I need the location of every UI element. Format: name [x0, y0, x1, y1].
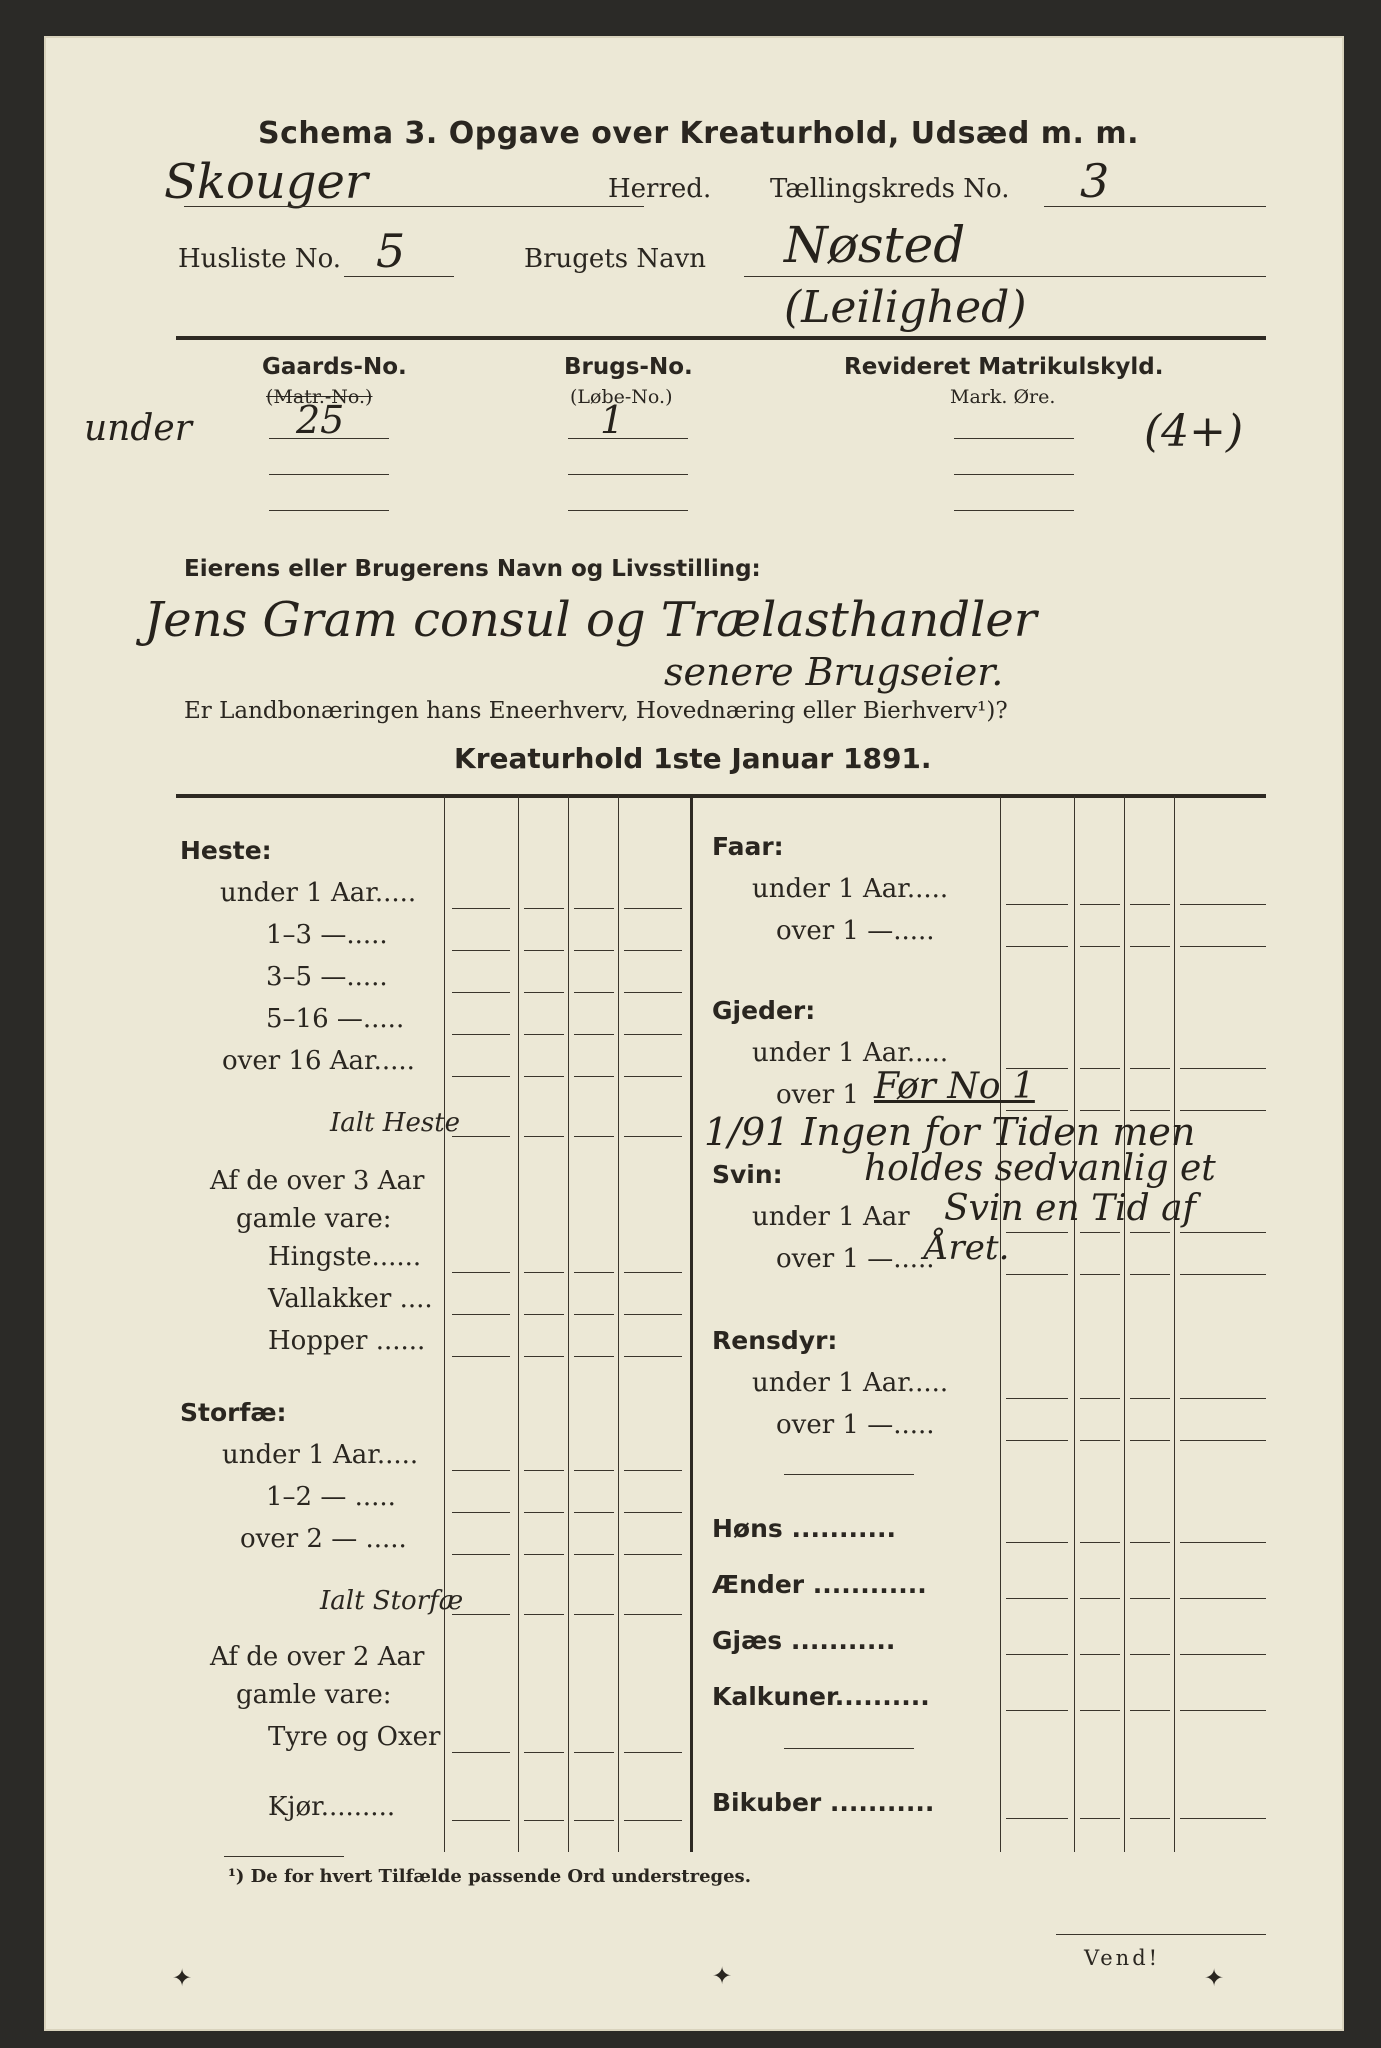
entry-line	[452, 992, 510, 993]
under-handwritten: under	[84, 408, 192, 449]
entry-line	[624, 1554, 682, 1555]
footnote: ¹) De for hvert Tilfælde passende Ord understreges.	[228, 1866, 751, 1887]
rensdyr-heading: Rensdyr:	[712, 1326, 838, 1355]
vallakker: Vallakker ....	[268, 1284, 433, 1314]
entry-line	[574, 1314, 614, 1315]
entry-line	[452, 908, 510, 909]
entry-line	[624, 908, 682, 909]
entry-line	[1130, 1654, 1170, 1655]
entry-line	[574, 1554, 614, 1555]
census-form-page	[44, 36, 1344, 2031]
heste-row-2: 1–3 —.....	[266, 920, 388, 950]
storfae-row-1: under 1 Aar.....	[222, 1440, 419, 1470]
entry-line	[574, 1356, 614, 1357]
entry-line	[624, 1614, 682, 1615]
entry-line	[624, 1076, 682, 1077]
heste-row-4: 5–16 —.....	[266, 1004, 405, 1034]
svin-note-4: Året.	[924, 1228, 1010, 1268]
husliste-handwritten: 5	[376, 224, 406, 278]
entry-line	[452, 1034, 510, 1035]
entry-line	[624, 992, 682, 993]
entry-line	[624, 1470, 682, 1471]
hingste: Hingste......	[268, 1242, 422, 1272]
af-over-3-aar: Af de over 3 Aar	[210, 1166, 425, 1196]
entry-line	[452, 1272, 510, 1273]
entry-line	[1180, 1440, 1266, 1441]
brug-handwritten-2: (Leilighed)	[784, 282, 1027, 333]
entry-line	[624, 1034, 682, 1035]
entry-line	[452, 1470, 510, 1471]
svin-row-1: under 1 Aar	[752, 1202, 910, 1232]
entry-line	[1006, 1274, 1068, 1275]
entry-line	[1080, 1440, 1120, 1441]
entry-line	[1130, 1710, 1170, 1711]
form-title: Schema 3. Opgave over Kreaturhold, Udsæd m. m.	[258, 116, 1140, 151]
entry-line	[452, 1554, 510, 1555]
entry-line	[524, 950, 564, 951]
entry-line	[1080, 1598, 1120, 1599]
entry-line	[524, 1034, 564, 1035]
owner-label: Eierens eller Brugerens Navn og Livsstilling:	[184, 556, 761, 582]
kjor: Kjør.........	[268, 1792, 396, 1822]
matrikulskyld-label: Revideret Matrikulskyld.	[844, 354, 1164, 380]
entry-line	[1180, 1110, 1266, 1111]
entry-line	[1006, 1068, 1068, 1069]
erhverv-question: Er Landbonæringen hans Eneerhverv, Hovednæring eller Bierhverv¹)?	[184, 698, 1008, 724]
rensdyr-row-1: under 1 Aar.....	[752, 1368, 949, 1398]
entry-line	[574, 950, 614, 951]
entry-line	[574, 1136, 614, 1137]
entry-line	[524, 992, 564, 993]
entry-line	[1006, 1542, 1068, 1543]
heste-heading: Heste:	[180, 836, 272, 865]
entry-line	[524, 1136, 564, 1137]
entry-line	[574, 1752, 614, 1753]
gaards-no-label: Gaards-No.	[262, 354, 407, 380]
entry-line	[1180, 1542, 1266, 1543]
aender-row: Ænder ............	[712, 1570, 927, 1599]
entry-line	[1130, 1598, 1170, 1599]
entry-line	[452, 1752, 510, 1753]
entry-line	[524, 1752, 564, 1753]
entry-line	[1080, 946, 1120, 947]
entry-line	[1006, 1110, 1068, 1111]
svin-note-2: holdes sedvanlig et	[864, 1148, 1216, 1189]
entry-line	[524, 1470, 564, 1471]
entry-line	[1080, 1068, 1120, 1069]
hopper: Hopper ......	[268, 1326, 426, 1356]
hons-row: Høns ...........	[712, 1514, 896, 1543]
ialt-heste: Ialt Heste	[330, 1108, 461, 1138]
entry-line	[624, 1512, 682, 1513]
faar-row-2: over 1 —.....	[776, 916, 935, 946]
entry-line	[1006, 904, 1068, 905]
kreds-handwritten: 3	[1080, 154, 1110, 208]
faar-row-1: under 1 Aar.....	[752, 874, 949, 904]
entry-line	[574, 1076, 614, 1077]
svin-note-3: Svin en Tid af	[944, 1188, 1196, 1229]
entry-line	[452, 1314, 510, 1315]
entry-line	[1180, 1068, 1266, 1069]
entry-line	[452, 950, 510, 951]
herred-label: Herred.	[608, 174, 712, 204]
entry-line	[1006, 1654, 1068, 1655]
faar-heading: Faar:	[712, 832, 784, 861]
entry-line	[1006, 1232, 1068, 1233]
owner-handwritten-1: Jens Gram consul og Trælasthandler	[144, 592, 1037, 648]
entry-line	[452, 1356, 510, 1357]
gamle-vare-1: gamle vare:	[236, 1204, 392, 1234]
lobe-no-label: (Løbe-No.)	[570, 386, 673, 408]
husliste-label: Husliste No.	[178, 244, 342, 274]
entry-line	[1080, 1710, 1120, 1711]
heste-row-3: 3–5 —.....	[266, 962, 388, 992]
gjeder-row-2: over 1	[776, 1080, 859, 1110]
entry-line	[624, 1820, 682, 1821]
entry-line	[624, 1356, 682, 1357]
entry-line	[524, 1512, 564, 1513]
kalkuner-row: Kalkuner..........	[712, 1682, 930, 1711]
entry-line	[1180, 946, 1266, 947]
entry-line	[1080, 1398, 1120, 1399]
entry-line	[452, 1614, 510, 1615]
herred-handwritten: Skouger	[164, 154, 368, 210]
matr-no-label: (Matr.-No.)	[266, 386, 373, 408]
entry-line	[1130, 904, 1170, 905]
entry-line	[1180, 1598, 1266, 1599]
entry-line	[1180, 1710, 1266, 1711]
svin-note-1: 1/91 Ingen for Tiden men	[704, 1110, 1196, 1154]
entry-line	[1006, 946, 1068, 947]
entry-line	[1130, 1818, 1170, 1819]
entry-line	[624, 950, 682, 951]
entry-line	[1180, 1398, 1266, 1399]
ialt-storfae: Ialt Storfæ	[320, 1586, 464, 1616]
entry-line	[1080, 1274, 1120, 1275]
entry-line	[452, 1820, 510, 1821]
gjaes-row: Gjæs ...........	[712, 1626, 896, 1655]
entry-line	[1130, 1440, 1170, 1441]
svin-row-2: over 1 —.....	[776, 1244, 935, 1274]
entry-line	[1006, 1440, 1068, 1441]
entry-line	[524, 908, 564, 909]
entry-line	[524, 1356, 564, 1357]
entry-line	[524, 1554, 564, 1555]
entry-line	[524, 1272, 564, 1273]
entry-line	[574, 1512, 614, 1513]
entry-line	[1180, 904, 1266, 905]
entry-line	[574, 1614, 614, 1615]
svin-heading: Svin:	[712, 1160, 783, 1189]
brug-handwritten: Nøsted	[784, 216, 966, 274]
gjeder-row-1: under 1 Aar.....	[752, 1038, 949, 1068]
gamle-vare-2: gamle vare:	[236, 1680, 392, 1710]
entry-line	[452, 1136, 510, 1137]
entry-line	[574, 1272, 614, 1273]
entry-line	[574, 1470, 614, 1471]
entry-line	[1006, 1598, 1068, 1599]
owner-handwritten-2: senere Brugseier.	[664, 650, 1004, 694]
skyld-handwritten: (4+)	[1144, 406, 1244, 457]
entry-line	[574, 1034, 614, 1035]
heste-row-1: under 1 Aar.....	[220, 878, 417, 908]
entry-line	[1080, 1542, 1120, 1543]
tyre-og-oxer: Tyre og Oxer	[268, 1722, 441, 1752]
entry-line	[1080, 1654, 1120, 1655]
entry-line	[624, 1272, 682, 1273]
entry-line	[1130, 1542, 1170, 1543]
storfae-heading: Storfæ:	[180, 1398, 287, 1427]
bikuber-row: Bikuber ...........	[712, 1788, 935, 1817]
entry-line	[1130, 1110, 1170, 1111]
kreds-label: Tællingskreds No.	[770, 174, 1010, 204]
entry-line	[1180, 1274, 1266, 1275]
vend-label: Vend!	[1084, 1946, 1161, 1970]
mark-ore-label: Mark. Øre.	[950, 386, 1056, 408]
gjeder-handwritten: Før No 1	[874, 1066, 1035, 1107]
entry-line	[1080, 1818, 1120, 1819]
brugs-no-label: Brugs-No.	[564, 354, 693, 380]
entry-line	[1006, 1398, 1068, 1399]
entry-line	[1080, 904, 1120, 905]
entry-line	[1180, 1818, 1266, 1819]
entry-line	[1180, 1654, 1266, 1655]
entry-line	[1080, 1110, 1120, 1111]
star-mark-center: ✦	[712, 1962, 733, 1990]
table-title: Kreaturhold 1ste Januar 1891.	[454, 742, 932, 775]
brug-label: Brugets Navn	[524, 244, 707, 274]
entry-line	[524, 1820, 564, 1821]
storfae-row-2: 1–2 — .....	[266, 1482, 396, 1512]
entry-line	[452, 1076, 510, 1077]
heste-row-5: over 16 Aar.....	[222, 1046, 415, 1076]
entry-line	[624, 1752, 682, 1753]
rensdyr-row-2: over 1 —.....	[776, 1410, 935, 1440]
entry-line	[1080, 1232, 1120, 1233]
entry-line	[1180, 1232, 1266, 1233]
entry-line	[624, 1136, 682, 1137]
entry-line	[574, 1820, 614, 1821]
entry-line	[574, 992, 614, 993]
entry-line	[1130, 1068, 1170, 1069]
storfae-row-3: over 2 — .....	[240, 1524, 407, 1554]
star-mark-right: ✦	[1204, 1964, 1225, 1992]
entry-line	[1130, 1232, 1170, 1233]
entry-line	[524, 1314, 564, 1315]
af-over-2-aar: Af de over 2 Aar	[210, 1642, 425, 1672]
entry-line	[1130, 1398, 1170, 1399]
entry-line	[524, 1614, 564, 1615]
entry-line	[452, 1512, 510, 1513]
gjeder-heading: Gjeder:	[712, 996, 816, 1025]
entry-line	[1130, 1274, 1170, 1275]
entry-line	[1006, 1710, 1068, 1711]
brugs-handwritten: 1	[600, 398, 625, 442]
entry-line	[574, 908, 614, 909]
entry-line	[1130, 946, 1170, 947]
entry-line	[1006, 1818, 1068, 1819]
gaards-handwritten: 25	[296, 398, 345, 442]
star-mark-left: ✦	[172, 1964, 193, 1992]
entry-line	[624, 1314, 682, 1315]
entry-line	[524, 1076, 564, 1077]
